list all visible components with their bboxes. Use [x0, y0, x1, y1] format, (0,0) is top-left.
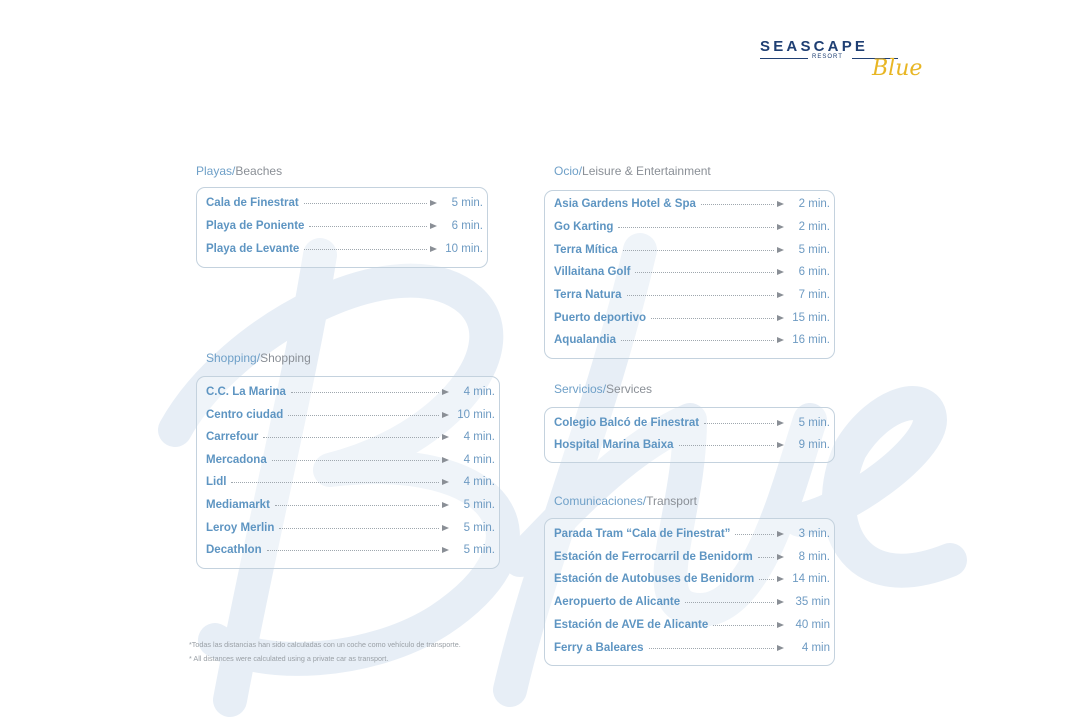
- arrow-icon: [442, 457, 449, 463]
- list-item: Estación de Ferrocarril de Benidorm 8 min.: [554, 551, 830, 563]
- list-item: Estación de Autobuses de Benidorm 14 min.: [554, 573, 830, 585]
- list-item: Aeropuerto de Alicante 35 min: [554, 596, 830, 608]
- arrow-icon: [777, 554, 784, 560]
- list-item: Playa de Poniente 6 min.: [206, 220, 483, 232]
- arrow-icon: [777, 622, 784, 628]
- list-item: Decathlon 5 min.: [206, 544, 495, 556]
- list-item: Parada Tram “Cala de Finestrat” 3 min.: [554, 528, 830, 540]
- list-item: Mercadona 4 min.: [206, 454, 495, 466]
- arrow-icon: [777, 531, 784, 537]
- footnote-en: * All distances were calculated using a private car as transport.: [189, 654, 389, 663]
- list-item: Aqualandia 16 min.: [554, 334, 830, 346]
- brand-script: Blue: [872, 56, 923, 81]
- shopping-title-en: Shopping: [260, 351, 311, 365]
- services-title: Servicios/Services: [554, 382, 653, 396]
- brand-subtitle: RESORT: [812, 54, 843, 60]
- list-item: Mediamarkt 5 min.: [206, 499, 495, 511]
- arrow-icon: [430, 246, 437, 252]
- arrow-icon: [777, 645, 784, 651]
- list-item: Go Karting 2 min.: [554, 221, 830, 233]
- leisure-title-es: Ocio: [554, 164, 579, 178]
- arrow-icon: [777, 247, 784, 253]
- beaches-title-en: Beaches: [235, 164, 283, 178]
- arrow-icon: [777, 337, 784, 343]
- transport-title-es: Comunicaciones: [554, 494, 643, 508]
- services-title-en: Services: [606, 382, 653, 396]
- logo-rule-left: [760, 58, 808, 59]
- arrow-icon: [430, 200, 437, 206]
- arrow-icon: [777, 599, 784, 605]
- arrow-icon: [442, 525, 449, 531]
- arrow-icon: [442, 434, 449, 440]
- arrow-icon: [777, 292, 784, 298]
- arrow-icon: [777, 269, 784, 275]
- list-item: Carrefour 4 min.: [206, 431, 495, 443]
- list-item: Ferry a Baleares 4 min: [554, 642, 830, 654]
- brand-logo: [758, 36, 928, 92]
- brand-name: SEASCAPE: [760, 38, 869, 55]
- leisure-box: [544, 190, 835, 359]
- list-item: Cala de Finestrat 5 min.: [206, 197, 483, 209]
- list-item: Centro ciudad 10 min.: [206, 409, 495, 421]
- arrow-icon: [777, 315, 784, 321]
- arrow-icon: [777, 576, 784, 582]
- beaches-title: Playas/Beaches: [196, 164, 283, 178]
- arrow-icon: [442, 547, 449, 553]
- arrow-icon: [442, 502, 449, 508]
- shopping-title-es: Shopping: [206, 351, 257, 365]
- arrow-icon: [442, 412, 449, 418]
- arrow-icon: [777, 224, 784, 230]
- arrow-icon: [777, 201, 784, 207]
- list-item: Terra Natura 7 min.: [554, 289, 830, 301]
- footnotes: [189, 638, 461, 666]
- beaches-box: [196, 187, 488, 268]
- footnote-es: *Todas las distancias han sido calculadas con un coche como vehículo de transporte.: [189, 640, 461, 649]
- arrow-icon: [777, 442, 784, 448]
- list-item: Colegio Balcó de Finestrat 5 min.: [554, 417, 830, 429]
- list-item: Puerto deportivo 15 min.: [554, 312, 830, 324]
- leisure-title: Ocio/Leisure & Entertainment: [554, 164, 711, 178]
- arrow-icon: [442, 389, 449, 395]
- list-item: Asia Gardens Hotel & Spa 2 min.: [554, 198, 830, 210]
- list-item: Villaitana Golf 6 min.: [554, 266, 830, 278]
- list-item: Playa de Levante 10 min.: [206, 243, 483, 255]
- arrow-icon: [777, 420, 784, 426]
- services-title-es: Servicios: [554, 382, 603, 396]
- list-item: Hospital Marina Baixa 9 min.: [554, 439, 830, 451]
- transport-box: [544, 518, 835, 666]
- transport-title: Comunicaciones/Transport: [554, 494, 697, 508]
- arrow-icon: [430, 223, 437, 229]
- arrow-icon: [442, 479, 449, 485]
- transport-title-en: Transport: [646, 494, 697, 508]
- services-box: [544, 407, 835, 463]
- shopping-box: [196, 376, 500, 569]
- list-item: Lidl 4 min.: [206, 476, 495, 488]
- leisure-title-en: Leisure & Entertainment: [582, 164, 711, 178]
- list-item: Estación de AVE de Alicante 40 min: [554, 619, 830, 631]
- shopping-title: Shopping/Shopping: [206, 351, 311, 365]
- list-item: C.C. La Marina 4 min.: [206, 386, 495, 398]
- list-item: Terra Mítica 5 min.: [554, 244, 830, 256]
- list-item: Leroy Merlin 5 min.: [206, 522, 495, 534]
- beaches-title-es: Playas: [196, 164, 233, 178]
